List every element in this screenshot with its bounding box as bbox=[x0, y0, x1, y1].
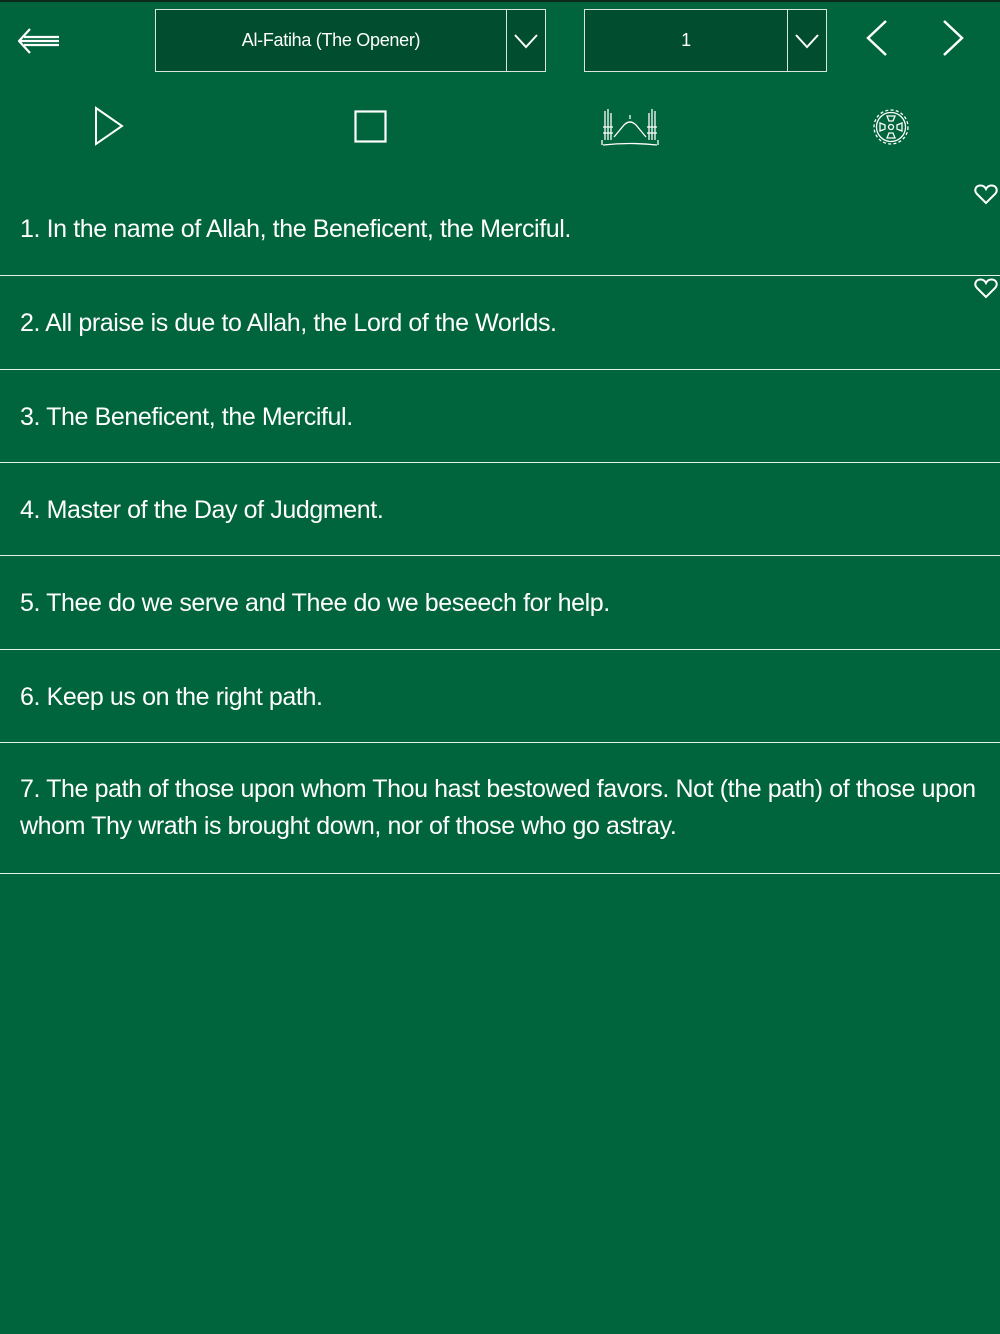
verse-text: 6. Keep us on the right path. bbox=[20, 683, 323, 711]
verse-row[interactable] bbox=[0, 370, 1000, 463]
verse-select-value: 1 bbox=[681, 30, 691, 50]
chevron-down-icon[interactable] bbox=[506, 10, 545, 71]
verse-text: 5. Thee do we serve and Thee do we beseech for help. bbox=[20, 589, 610, 617]
play-icon[interactable] bbox=[93, 106, 125, 146]
heart-icon[interactable] bbox=[974, 183, 998, 205]
verse-row[interactable] bbox=[0, 556, 1000, 650]
verse-text: 1. In the name of Allah, the Beneficent, the Merciful. bbox=[20, 215, 571, 243]
verse-row[interactable] bbox=[0, 463, 1000, 556]
verse-dropdown[interactable] bbox=[584, 9, 827, 72]
surah-dropdown[interactable] bbox=[155, 9, 546, 72]
verse-text: 7. The path of those upon whom Thou hast bestowed favors. Not (the path) of those upon whom Thy wrath is brought down, nor of those who go astray. bbox=[20, 775, 976, 840]
verse-text: 4. Master of the Day of Judgment. bbox=[20, 496, 384, 524]
gear-icon[interactable] bbox=[870, 106, 912, 148]
chevron-down-icon[interactable] bbox=[787, 10, 826, 71]
verse-text: 3. The Beneficent, the Merciful. bbox=[20, 403, 353, 431]
surah-select-value: Al-Fatiha (The Opener) bbox=[241, 30, 421, 50]
back-arrow-icon[interactable] bbox=[16, 26, 62, 56]
verse-text: 2. All praise is due to Allah, the Lord of the Worlds. bbox=[20, 309, 557, 337]
verse-row[interactable] bbox=[0, 182, 1000, 276]
heart-icon[interactable] bbox=[974, 277, 998, 299]
verse-row[interactable] bbox=[0, 276, 1000, 370]
mosque-icon[interactable] bbox=[600, 105, 660, 149]
verse-row[interactable] bbox=[0, 743, 1000, 874]
chevron-left-icon[interactable] bbox=[864, 19, 890, 57]
verse-row[interactable] bbox=[0, 650, 1000, 743]
chevron-right-icon[interactable] bbox=[940, 19, 966, 57]
stop-icon[interactable] bbox=[354, 110, 387, 143]
